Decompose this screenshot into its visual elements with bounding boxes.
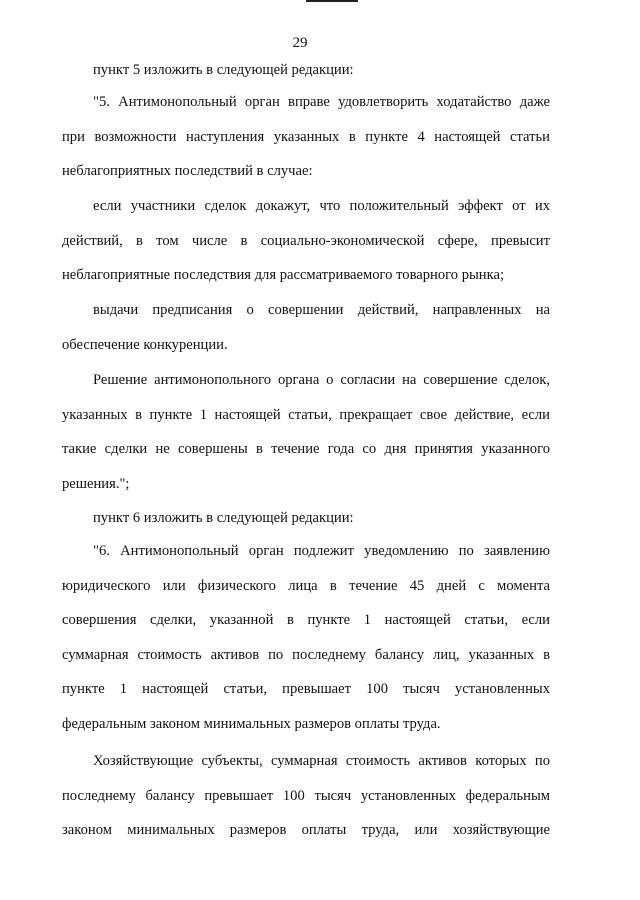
paragraph-line: обеспечение конкуренции. (62, 336, 228, 353)
paragraph-line: последнему балансу превышает 100 тысяч установленных федеральным (62, 787, 550, 804)
paragraph-2 (62, 85, 550, 189)
paragraph-line: неблагоприятных последствий в случае: (62, 163, 313, 179)
paragraph-line: при возможности наступления указанных в пункте 4 настоящей статьи (62, 128, 550, 145)
paragraph-line: совершения сделки, указанной в пункте 1 настоящей статьи, если (62, 612, 550, 628)
paragraph-line: Решение антимонопольного органа о согласии на совершение сделок, (93, 372, 550, 388)
paragraph-line: юридического или физического лица в течение 45 дней с момента (62, 577, 550, 594)
paragraph-line: федеральным законом минимальных размеров оплаты труда. (62, 715, 441, 732)
paragraph-line: если участники сделок докажут, что положительный эффект от их (93, 198, 550, 214)
paragraph-line: суммарная стоимость активов по последнему балансу лиц, указанных в (62, 646, 550, 663)
paragraph-4 (62, 293, 550, 362)
paragraph-line: законом минимальных размеров оплаты труда, или хозяйствующие (62, 822, 550, 838)
paragraph-7 (62, 534, 550, 741)
paragraph-1 (93, 60, 354, 80)
paragraph-line: выдачи предписания о совершении действий, направленных на (93, 302, 550, 318)
paragraph-line: решения."; (62, 475, 130, 492)
paragraph-line: указанных в пункте 1 настоящей статьи, прекращает свое действие, если (62, 406, 550, 423)
paragraph-line: неблагоприятные последствия для рассматриваемого товарного рынка; (62, 267, 505, 283)
paragraph-5 (62, 363, 550, 501)
paragraph-6 (93, 508, 354, 528)
page-number: 29 (292, 35, 308, 51)
paragraph-line: Хозяйствующие субъекты, суммарная стоимость активов которых по (93, 753, 550, 769)
paragraph-8 (62, 744, 550, 848)
paragraph-line: действий, в том числе в социально-экономической сфере, превысит (62, 232, 550, 249)
paragraph-line: "5. Антимонопольный орган вправе удовлетворить ходатайство даже (93, 94, 550, 110)
paragraph-line: "6. Антимонопольный орган подлежит уведомлению по заявлению (93, 543, 550, 559)
top-rule (306, 0, 358, 2)
paragraph-3 (62, 189, 550, 293)
paragraph-line: пункт 6 изложить в следующей редакции: (93, 510, 354, 526)
paragraph-line: пункте 1 настоящей статьи, превышает 100 тысяч установленных (62, 681, 550, 697)
paragraph-line: пункт 5 изложить в следующей редакции: (93, 62, 354, 78)
paragraph-line: такие сделки не совершены в течение года со дня принятия указанного (62, 441, 550, 457)
